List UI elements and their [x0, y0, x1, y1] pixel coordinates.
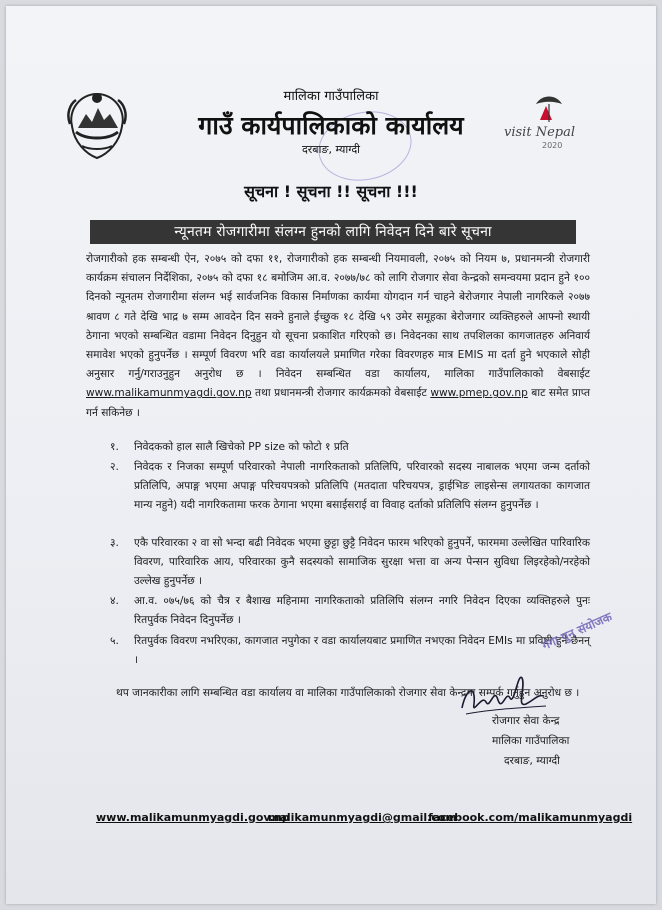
notice-subject: न्यूनतम रोजगारीमा संलग्न हुनको लागि निवेदन दिने बारे सूचना: [90, 220, 576, 244]
body-paragraph: [86, 250, 590, 423]
list-item: [110, 592, 590, 630]
body-paragraph-mid: तथा प्रधानमन्त्री रोजगार कार्यक्रमको वेबसाईट: [251, 387, 431, 400]
list-item-number: ४.: [110, 595, 119, 607]
visit-nepal-logo-text: visit Nepal: [504, 125, 575, 140]
office-address: दरबाङ, म्याग्दी: [301, 143, 361, 156]
office-title: गाउँ कार्यपालिकाको कार्यालय: [198, 111, 464, 140]
signatory-address: दरबाङ, म्याग्दी: [504, 755, 560, 767]
visit-nepal-logo-year: 2020: [542, 141, 563, 150]
list-item: [110, 458, 590, 516]
list-item-text: निवेदकको हाल सालै खिचेको PP size को फोटो १ प्रति: [134, 441, 349, 453]
footer-facebook-link[interactable]: facebook.com/malikamunmyagdi: [428, 811, 633, 824]
list-item-number: २.: [110, 461, 119, 473]
pmep-website-link[interactable]: www.pmep.gov.np: [430, 387, 528, 400]
body-paragraph-end: बाट समेत प्राप्त गर्न सकिनेछ ।: [86, 387, 591, 419]
list-item-text: एकै परिवारका २ वा सो भन्दा बढी निवेदक भएमा छुट्टा छुट्टै निवेदन फारम भरिएको हुनुपर्ने, फारममा उल्लेखित पारिवारिक विवरण, पारिवारिक आय, परिवारका कुनै सदस्यको सामाजिक सुरक्षा भत्ता वा अन्य पेन्सन सुविधा लिइरहेको/नरहेको उल्लेख हुनुपर्नेछ ।: [134, 537, 590, 588]
signatory-municipality: मालिका गाउँपालिका: [492, 735, 570, 747]
list-item-text: आ.व. ०७५/७६ को चैत्र र बैशाख महिनामा नागरिकताको प्रतिलिपि संलग्न नगरि निवेदन दिएका व्यक्तिहरुले पुनः रितपुर्वक निवेदन दिनुपर्नेछ ।: [134, 595, 590, 627]
coordinator-stamp: गंगा पुन संयोजक: [540, 609, 614, 653]
footer-website-link[interactable]: www.malikamunmyagdi.gov.np: [96, 811, 290, 824]
list-item-number: ३.: [110, 537, 119, 549]
list-item-number: ५.: [110, 635, 119, 647]
list-item: [110, 534, 590, 592]
closing-paragraph: थप जानकारीका लागि सम्बन्धित वडा कार्यालय वा मालिका गाउँपालिकाको रोजगार सेवा केन्द्रमा सम्पर्क गर्नुहुन अनुरोध छ ।: [116, 687, 580, 699]
footer-email-link[interactable]: malikamunmyagdi@gmail.com: [268, 811, 457, 824]
list-item-text: रितपुर्वक विवरण नभरिएका, कागजात नपुगेका र वडा कार्यालयबाट प्रमाणित नभएका निवेदन EMIs मा प्रविष्टी हुने छैनन् ।: [134, 635, 590, 667]
municipality-name: मालिका गाउँपालिका: [283, 89, 379, 104]
list-item-number: १.: [110, 441, 119, 453]
list-item-text: निवेदक र निजका सम्पूर्ण परिवारको नेपाली नागरिकताको प्रतिलिपि, परिवारको सदस्य नाबालक भएमा जन्म दर्ताको प्रतिलिपि, अपाङ्ग भएमा अपाङ्ग परिचयपत्रको प्रतिलिपि (मतदाता परिचयपत्र, ड्राईभिङ लाइसेन्स लगायतका कागजात मान्य नहुने) यदी नागरिकतामा फरक ठेगाना भएमा बसाईसराई वा विवाह दर्ताको प्रतिलिपि संलग्न हुनुपर्नेछ ।: [134, 461, 590, 512]
signatory-office: रोजगार सेवा केन्द्र: [492, 715, 560, 727]
body-paragraph-text: रोजगारीको हक सम्बन्धी ऐन, २०७५ को दफा ११, रोजगारीको हक सम्बन्धी नियमावली, २०७५ को नियम ७, प्रधानमन्त्री रोजगारी कार्यक्रम संचालन निर्देशिका, २०७५ को दफा १८ बमोजिम आ.व. २०७७/७८ को लागि रोजगार सेवा केन्द्रको समन्वयमा प्रदान हुने १०० दिनको न्यूनतम रोजगारीमा संलग्न भई सार्वजनिक विकास निर्माणका कार्यमा योगदान गर्न चाहने बेरोजगार नेपाली नागरिकले २०७७ श्रावण ८ गते देखि भाद्र ७ सम्म आवदेन दिन सक्ने हुनाले ईच्छुक १८ देखि ५९ उमेर समूहका बेरोजगार व्यक्तिहरुले आफ्नो स्थायी ठेगाना भएको सम्बन्धित वडामा निवेदन दिनुहुन यो सूचना प्रकाशित गरिएको छ। निवेदनका साथ तपशिलका कागजातहरु अनिवार्य समावेश भएको हुनुपर्नेछ । सम्पूर्ण विवरण भरि वडा कार्यालयले प्रमाणित गरेका विवरणहरु मात्र EMIS मा दर्ता हुने भएकाले सोही अनुसार गर्नु/गराउनुहुन अनुरोध छ । निवेदन सम्बन्धित वडा कार्यालय, मालिका गाउँपालिकाको वेबसाईट: [86, 253, 590, 381]
list-item: [110, 438, 590, 457]
municipality-website-link[interactable]: www.malikamunmyagdi.gov.np: [86, 387, 252, 400]
notice-heading: सूचना ! सूचना !! सूचना !!!: [244, 182, 418, 201]
